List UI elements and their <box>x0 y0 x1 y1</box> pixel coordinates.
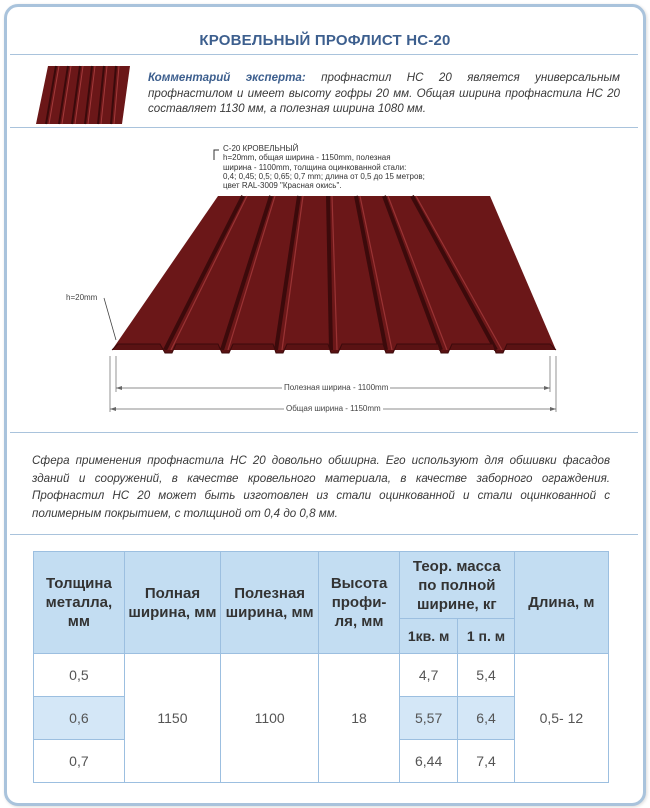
cell-thickness: 0,5 <box>34 654 125 697</box>
divider <box>10 432 638 433</box>
header-useful-width: Полезная ширина, мм <box>221 552 319 654</box>
header-mass-m2: 1кв. м <box>399 619 457 654</box>
cell-mass-m2: 4,7 <box>399 654 457 697</box>
header-mass: Теор. масса по полной ширине, кг <box>399 552 514 619</box>
header-length: Длина, м <box>514 552 608 654</box>
header-full-width: Полная ширина, мм <box>124 552 220 654</box>
header-height: Высота профи-ля, мм <box>319 552 400 654</box>
total-width-label: Общая ширина - 1150mm <box>286 404 381 413</box>
cell-mass-m: 7,4 <box>458 740 514 783</box>
cell-mass-m2: 5,57 <box>399 697 457 740</box>
spec-line: 0,4; 0,45; 0,5; 0,65; 0,7 mm; длина от 0,5 до 15 метров; <box>223 171 425 181</box>
useful-width-label: Полезная ширина - 1100mm <box>284 383 389 392</box>
comment-label: Комментарий эксперта: <box>148 71 306 84</box>
comment-text: профнастил НС 20 является универсальным профнастилом и имеет высоту гофры 20 мм. Общая ширина профнастила НС 20 составляет 1130 мм, а полезная ширина 1080 мм. <box>148 71 620 115</box>
cell-length: 0,5- 12 <box>514 654 608 783</box>
cell-thickness: 0,6 <box>34 697 125 740</box>
cell-useful-width: 1100 <box>221 654 319 783</box>
height-label: h=20mm <box>66 293 98 302</box>
table-row <box>34 654 609 697</box>
spec-line: С-20 КРОВЕЛЬНЫЙ <box>223 144 299 153</box>
cell-full-width: 1150 <box>124 654 220 783</box>
application-paragraph: Сфера применения профнастила НС 20 довольно обширна. Его используют для обшивки фасадов зданий и сооружений, в качестве кровельного материала, в качестве заборного ограждения. Профнастил НС 20 может быть изготовлен из стали оцинкованной и стали оцинкованной с полимерным покрытием, с толщиной от 0,4 до 0,8 мм. <box>32 454 610 520</box>
spec-line: h=20mm, общая ширина - 1150mm, полезная <box>223 153 391 163</box>
spec-line: ширина - 1100mm, толщина оцинкованной стали: <box>223 162 407 172</box>
spec-table <box>33 551 609 783</box>
header-thickness: Толщина металла, мм <box>34 552 125 654</box>
cell-height: 18 <box>319 654 400 783</box>
cell-mass-m: 6,4 <box>458 697 514 740</box>
cell-mass-m2: 6,44 <box>399 740 457 783</box>
spec-line: цвет RAL-3009 "Красная окись". <box>223 181 342 191</box>
page-title: КРОВЕЛЬНЫЙ ПРОФЛИСТ НС-20 <box>199 32 451 49</box>
cell-thickness: 0,7 <box>34 740 125 783</box>
divider <box>10 534 638 535</box>
cell-mass-m: 5,4 <box>458 654 514 697</box>
header-mass-m: 1 п. м <box>458 619 514 654</box>
